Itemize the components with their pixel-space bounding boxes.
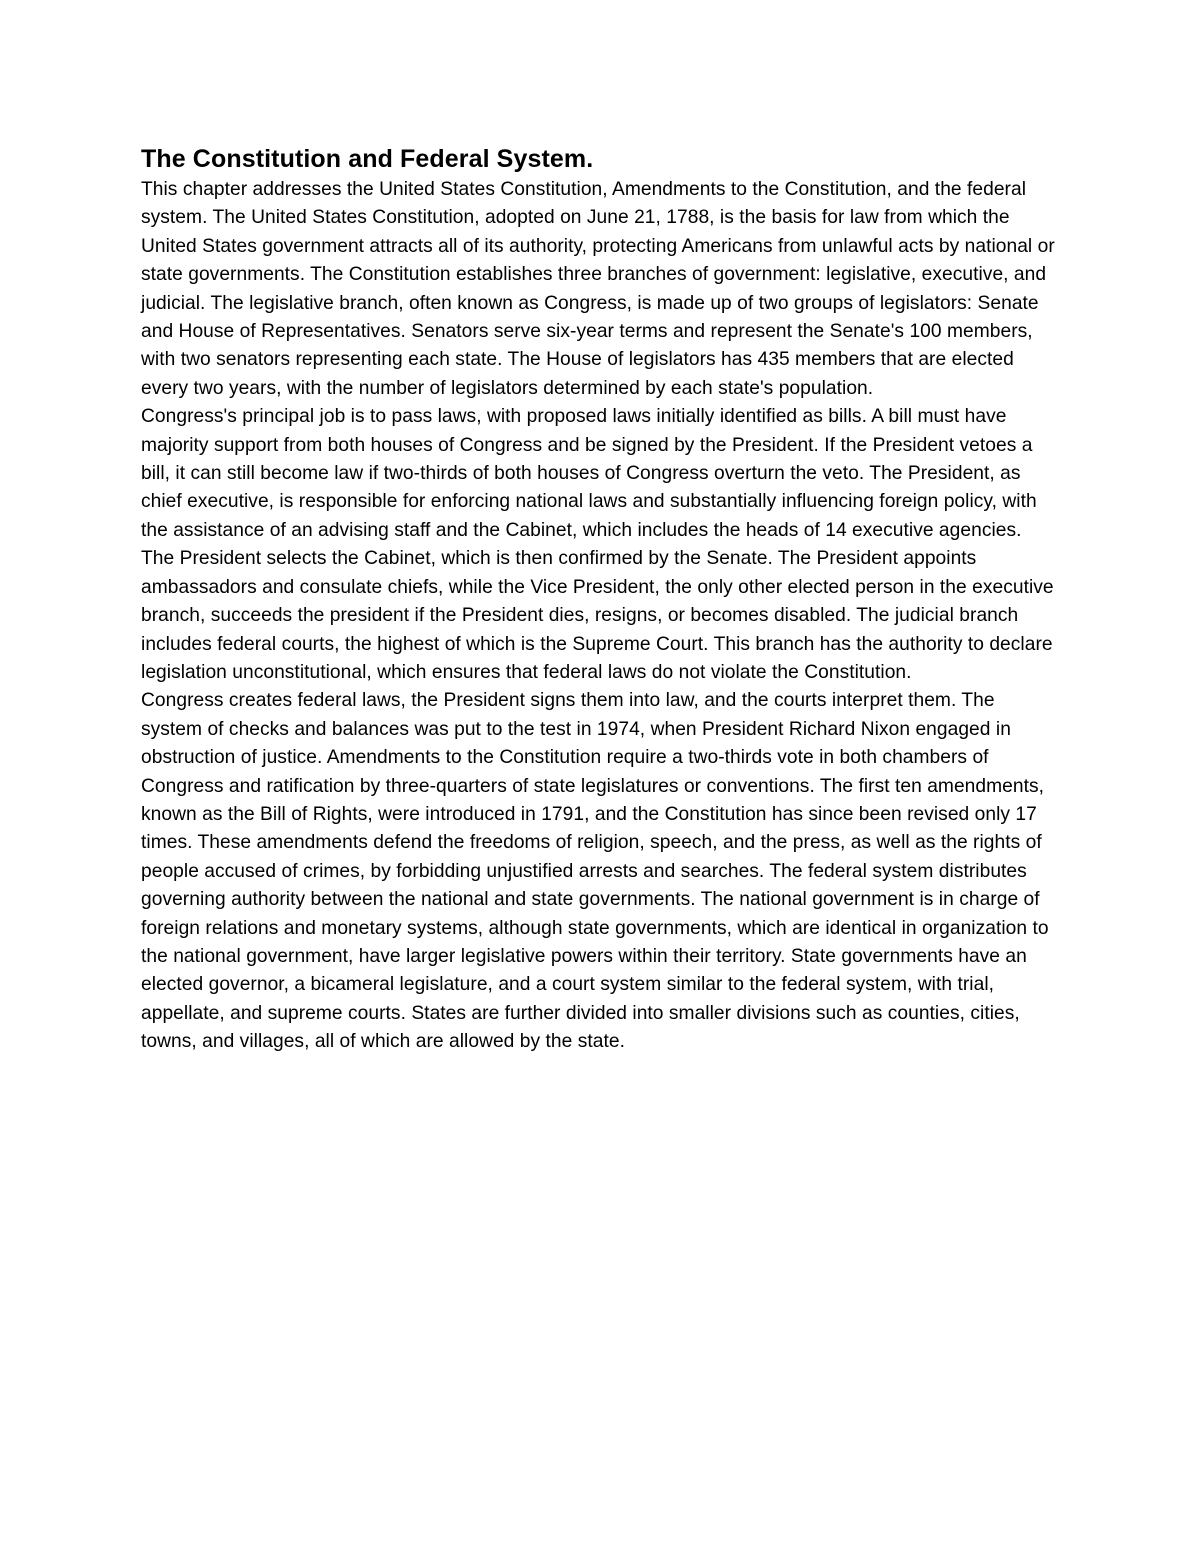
document-body bbox=[141, 140, 1061, 1057]
paragraph-2: Congress's principal job is to pass laws, with proposed laws initially identified as bills. A bill must have majority support from both houses of Congress and be signed by the President. If the President vetoes a bill, it can still become law if two-thirds of both houses of Congress overturn the veto. The President, as chief executive, is responsible for enforcing national laws and substantially influencing foreign policy, with the assistance of an advising staff and the Cabinet, which includes the heads of 14 executive agencies. bbox=[141, 406, 1037, 541]
paragraph-1: This chapter addresses the United States Constitution, Amendments to the Constitution, and the federal system. The United States Constitution, adopted on June 21, 1788, is the basis for law from which the United States government attracts all of its authority, protecting Americans from unlawful acts by national or state governments. The Constitution establishes three branches of government: legislative, executive, and judicial. The legislative branch, often known as Congress, is made up of two groups of legislators: Senate and House of Representatives. Senators serve six-year terms and represent the Senate's 100 members, with two senators representing each state. The House of legislators has 435 members that are elected every two years, with the number of legislators determined by each state's population. bbox=[141, 179, 1055, 399]
paragraph-4: Congress creates federal laws, the President signs them into law, and the courts interpret them. The system of checks and balances was put to the test in 1974, when President Richard Nixon engaged in obstruction of justice. Amendments to the Constitution require a two-thirds vote in both chambers of Congress and ratification by three-quarters of state legislatures or conventions. The first ten amendments, known as the Bill of Rights, were introduced in 1791, and the Constitution has since been revised only 17 times. These amendments defend the freedoms of religion, speech, and the press, as well as the rights of people accused of crimes, by forbidding unjustified arrests and searches. The federal system distributes governing authority between the national and state governments. The national government is in charge of foreign relations and monetary systems, although state governments, which are identical in organization to the national government, have larger legislative powers within their territory. State governments have an elected governor, a bicameral legislature, and a court system similar to the federal system, with trial, appellate, and supreme courts. States are further divided into smaller divisions such as counties, cities, towns, and villages, all of which are allowed by the state. bbox=[141, 690, 1049, 1053]
document-title: The Constitution and Federal System. bbox=[141, 145, 594, 173]
paragraph-3: The President selects the Cabinet, which is then confirmed by the Senate. The President appoints ambassadors and consulate chiefs, while the Vice President, the only other elected person in the executive branch, succeeds the president if the President dies, resigns, or becomes disabled. The judicial branch includes federal courts, the highest of which is the Supreme Court. This branch has the authority to declare legislation unconstitutional, which ensures that federal laws do not violate the Constitution. bbox=[141, 548, 1054, 683]
